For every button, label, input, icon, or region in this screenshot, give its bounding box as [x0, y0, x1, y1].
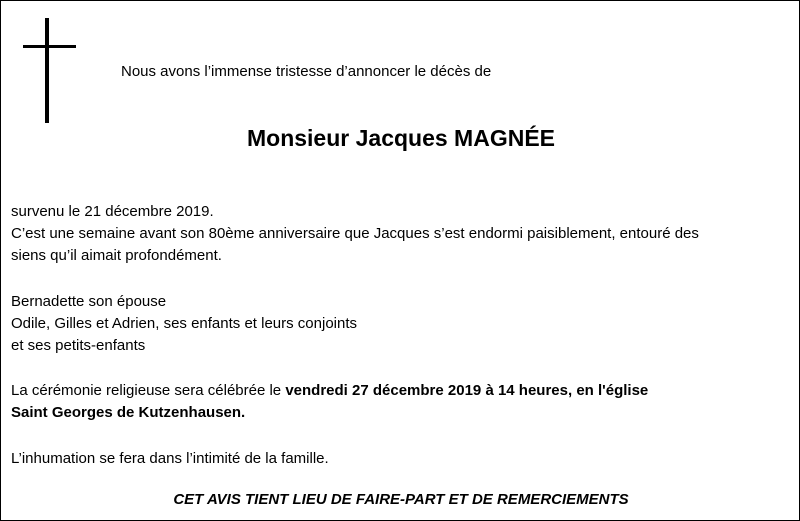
family-line-1: Bernadette son épouse: [11, 293, 167, 310]
ceremony-prefix: La cérémonie religieuse sera célébrée le: [11, 382, 286, 399]
story-line-2: siens qu’il aimait profondément.: [11, 247, 222, 264]
story-line-1: C’est une semaine avant son 80ème anniversaire que Jacques s’est endormi paisiblement, entouré des: [11, 225, 699, 242]
family-line-3: et ses petits-enfants: [11, 337, 146, 354]
family-line-2: Odile, Gilles et Adrien, ses enfants et leurs conjoints: [11, 315, 358, 332]
cross-horizontal-bar: [23, 45, 76, 48]
ceremony-line: [11, 382, 648, 399]
deceased-name: Monsieur Jacques MAGNÉE: [246, 125, 556, 151]
date-line: survenu le 21 décembre 2019.: [11, 203, 214, 220]
cross-icon: [23, 18, 76, 123]
ceremony-place: Saint Georges de Kutzenhausen.: [11, 404, 246, 421]
intro-text: Nous avons l’immense tristesse d’annoncer le décès de: [121, 63, 492, 80]
cross-vertical-bar: [45, 18, 49, 123]
footer-notice: CET AVIS TIENT LIEU DE FAIRE-PART ET DE REMERCIEMENTS: [173, 491, 629, 508]
burial-line: L’inhumation se fera dans l’intimité de la famille.: [11, 450, 329, 467]
ceremony-date: vendredi 27 décembre 2019 à 14 heures, en l'église: [285, 382, 649, 399]
